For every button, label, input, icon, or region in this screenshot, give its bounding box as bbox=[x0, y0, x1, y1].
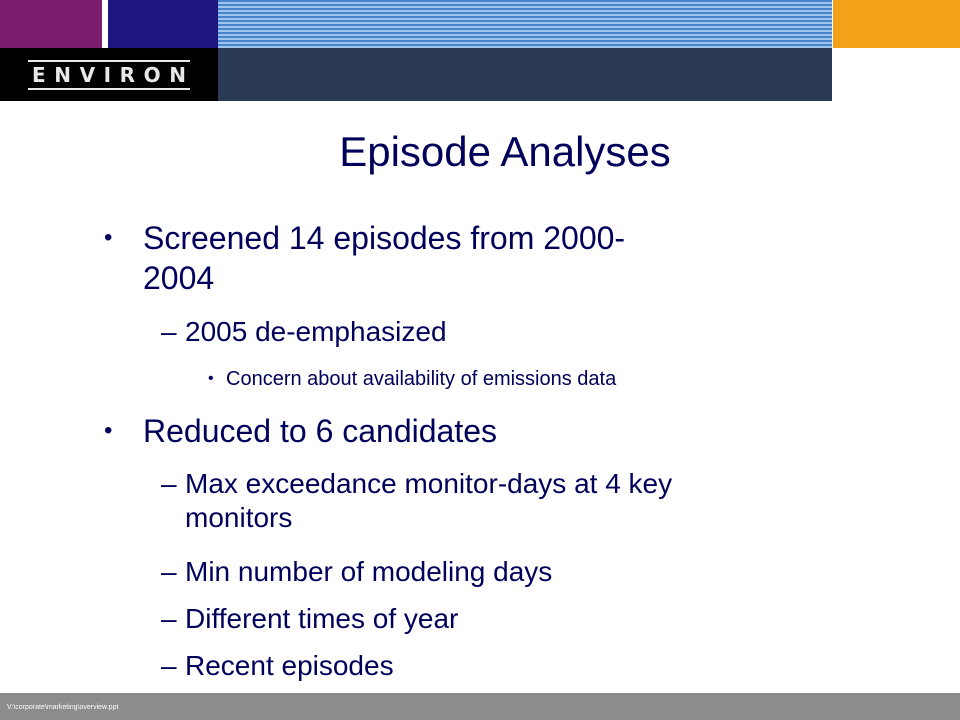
sub-bullet-text: Different times of year bbox=[185, 603, 459, 634]
slide-title: Episode Analyses bbox=[339, 128, 671, 175]
dash-icon: – bbox=[161, 316, 177, 347]
sub-bullet-recent-episodes bbox=[161, 649, 845, 683]
logo-letter: N bbox=[54, 63, 71, 87]
bullet-icon: • bbox=[104, 417, 113, 444]
sub-bullet-2005 bbox=[161, 315, 845, 349]
footer-bar bbox=[0, 693, 960, 720]
bullet-text-line2: 2004 bbox=[143, 260, 215, 296]
footer-file-path: V:\corporate\marketing\overview.ppt bbox=[7, 704, 119, 711]
logo-letter: I bbox=[103, 63, 112, 87]
sub-bullet-text-line2: monitors bbox=[185, 502, 293, 533]
sub-bullet-text: Recent episodes bbox=[185, 650, 394, 681]
logo-letter: R bbox=[119, 63, 136, 87]
bullet-reduced bbox=[104, 411, 843, 451]
dash-icon: – bbox=[161, 468, 177, 499]
dash-icon: – bbox=[161, 556, 177, 587]
bullet-icon: • bbox=[208, 370, 214, 387]
subsub-bullet-text: Concern about availability of emissions data bbox=[226, 368, 617, 390]
sub-bullet-min-days bbox=[161, 555, 845, 589]
sub-bullet-max-exceedance bbox=[161, 467, 845, 535]
sub-bullet-text: Min number of modeling days bbox=[185, 556, 553, 587]
dash-icon: – bbox=[161, 603, 177, 634]
dash-icon: – bbox=[161, 650, 177, 681]
logo-letter: N bbox=[169, 63, 186, 87]
logo-letter: O bbox=[143, 63, 161, 87]
sub-bullet-text: 2005 de-emphasized bbox=[185, 316, 447, 347]
logo-letter: V bbox=[79, 63, 96, 87]
subsub-bullet-concern bbox=[208, 366, 846, 392]
bullet-text-line1: Reduced to 6 candidates bbox=[143, 413, 498, 449]
sub-bullet-text-line1: Max exceedance monitor-days at 4 key bbox=[185, 468, 673, 499]
bullet-text-line1: Screened 14 episodes from 2000- bbox=[143, 220, 626, 256]
bullet-screened bbox=[104, 218, 843, 298]
bullet-icon: • bbox=[104, 224, 113, 251]
logo-letter: E bbox=[32, 63, 46, 87]
sub-bullet-times-of-year bbox=[161, 602, 845, 636]
